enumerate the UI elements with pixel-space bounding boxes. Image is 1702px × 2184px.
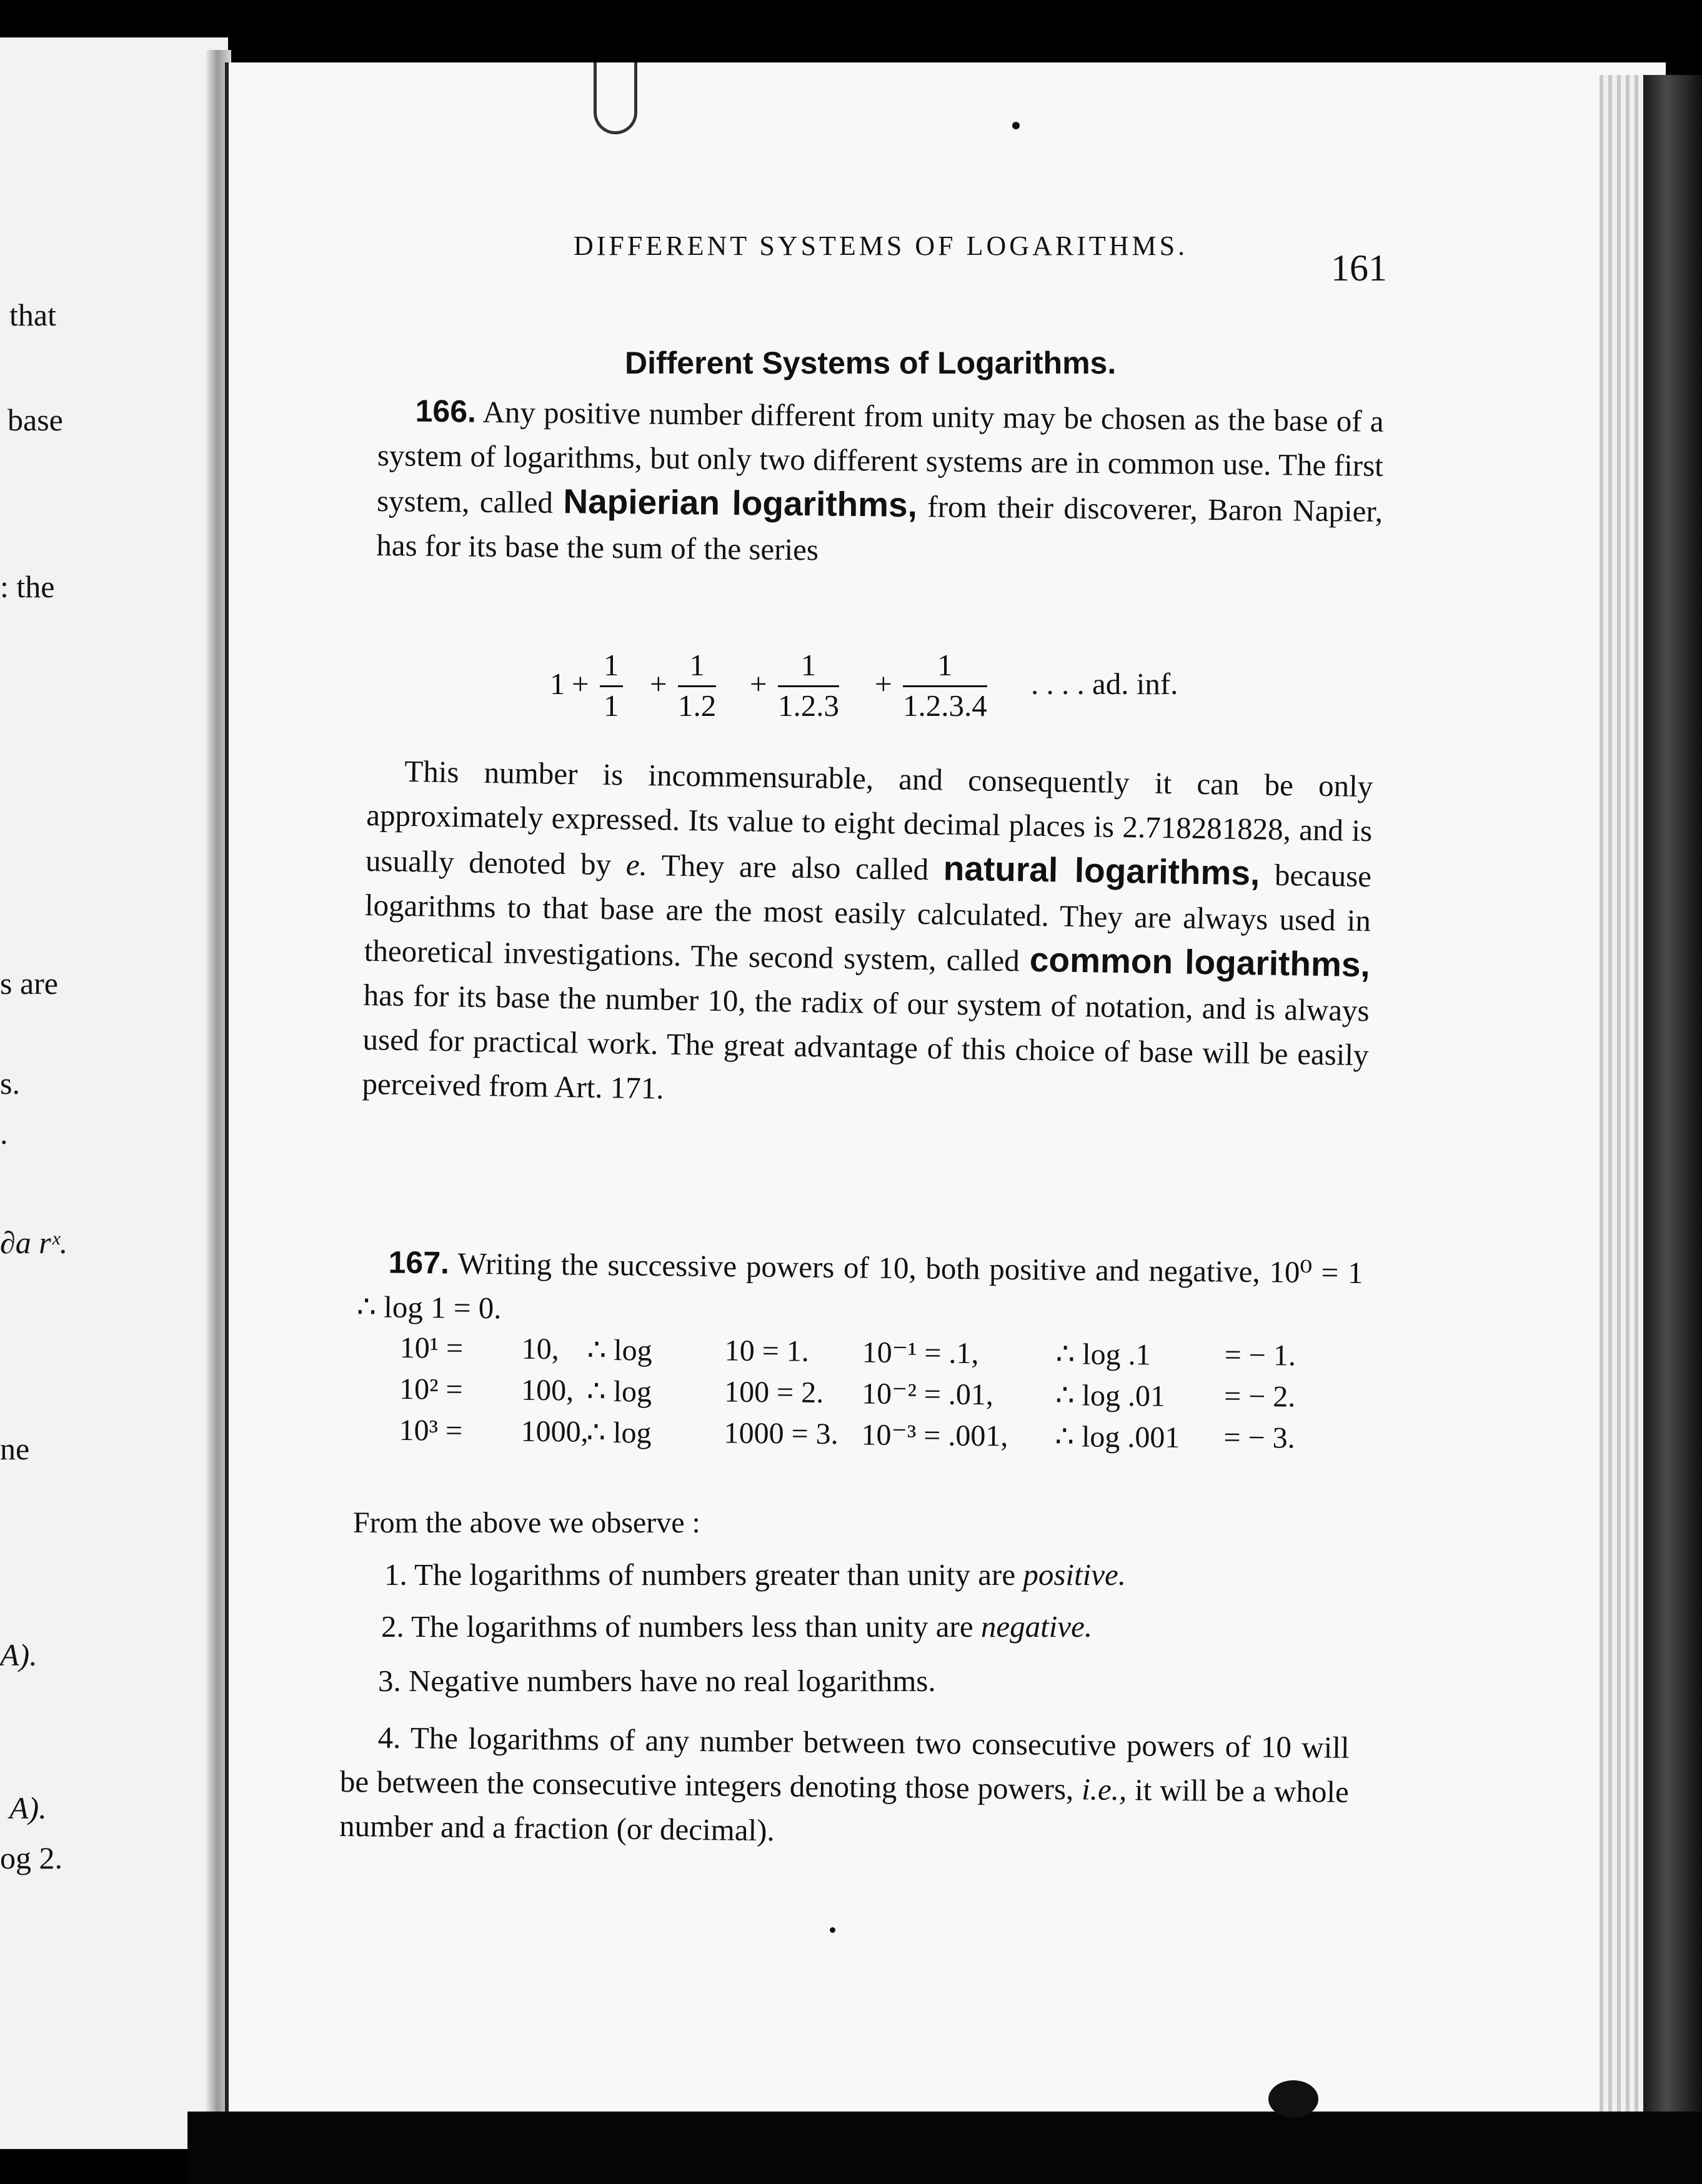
series-formula: [550, 637, 1250, 731]
ink-speck: [1012, 122, 1020, 129]
formula-plus: +: [750, 667, 767, 701]
running-head: DIFFERENT SYSTEMS OF LOGARITHMS.: [574, 231, 1188, 261]
left-page: [0, 37, 228, 2149]
article-166: [376, 389, 1384, 578]
emphasis: positive.: [1023, 1557, 1127, 1592]
powers-row: 10² = 100, ∴ log 100 = 2. 10⁻² = .01, ∴ log .01 = − 2.: [399, 1372, 1296, 1414]
formula-plus: +: [875, 667, 892, 701]
emphasis: i.e.,: [1081, 1772, 1127, 1807]
paragraph-text: from their discoverer, Baron Napier, has for its base the sum of the series: [376, 489, 1383, 567]
article-167: [357, 1240, 1363, 1339]
paragraph-incommensurable: [362, 748, 1373, 1121]
article-number: 166.: [415, 393, 477, 429]
list-item: 1. The logarithms of numbers greater than unity are positive.: [384, 1557, 1127, 1592]
powers-row: 10³ = 1000, ∴ log 1000 = 3. 10⁻³ = .001, ∴ log .001 = − 3.: [399, 1413, 1295, 1455]
formula-plus: +: [572, 667, 589, 701]
ink-speck: [830, 1927, 835, 1933]
pencil-mark: [594, 62, 637, 134]
left-fragment: ∂a rˣ.: [0, 1225, 68, 1260]
page-number: 161: [1331, 247, 1387, 289]
symbol-e: e.: [625, 847, 648, 883]
term-napierian: Napierian logarithms,: [563, 482, 918, 525]
fraction: $\frac{1}{1.2.3.4}$: [903, 648, 987, 723]
paragraph-text: This number is incommensurable, and consequently it can be only approximately expressed. Its value to eight decimal places is 2.718281828, and is usually denoted by: [365, 753, 1373, 882]
ink-blot: [1268, 2080, 1318, 2118]
paragraph-text: Any positive number different from unity may be chosen as the base of a system of logarithms, but only two different systems are in common use. The first system, called: [376, 394, 1384, 520]
left-fragment: .: [0, 1116, 8, 1151]
list-item: 2. The logarithms of numbers less than unity are negative.: [381, 1609, 1093, 1644]
term-common: common logarithms,: [1029, 940, 1371, 985]
paragraph-text: because logarithms to that base are the most easily calculated. They are always used in theoretical investigations. The second system, called: [364, 857, 1372, 978]
left-fragment: : the: [0, 569, 55, 604]
book-cover: [1643, 75, 1702, 2184]
fraction: $\frac{1}{1.2.3}$: [778, 648, 839, 723]
left-fragment: s.: [0, 1066, 20, 1101]
left-fragment: og 2.: [0, 1840, 62, 1875]
formula-one: 1: [550, 667, 565, 701]
term-natural: natural logarithms,: [943, 848, 1260, 893]
section-heading: Different Systems of Logarithms.: [625, 345, 1117, 380]
article-number: 167.: [388, 1244, 450, 1281]
left-fragment: s are: [0, 966, 58, 1001]
left-fragment: ne: [0, 1431, 30, 1466]
formula-plus: +: [650, 667, 667, 701]
list-item: 4. The logarithms of any number between two consecutive powers of 10 will be between the consecutive integers denoting those powers, i.e., it will be a whole number and a fraction (or decimal).: [339, 1720, 1350, 1848]
fraction: $\frac{1}{1}$: [600, 647, 623, 725]
left-fragment: A).: [0, 1637, 37, 1672]
paragraph-text: Writing the successive powers of 10, both positive and negative, 10⁰ = 1 ∴ log 1 = 0.: [356, 1246, 1363, 1326]
paragraph-text: has for its base the number 10, the radix of our system of notation, and is always used for practical work. The great advantage of this choice of base will be easily perceived from Art. 171.: [362, 977, 1370, 1106]
left-fragment: A).: [9, 1790, 47, 1825]
powers-row: 10¹ = 10, ∴ log 10 = 1. 10⁻¹ = .1, ∴ log .1 = − 1.: [399, 1331, 1296, 1372]
left-fragment: base: [7, 402, 63, 437]
paragraph-text: They are also called: [661, 848, 929, 887]
formula-tail: . . . . ad. inf.: [1031, 667, 1178, 701]
observe-line: From the above we observe :: [353, 1506, 700, 1539]
list-item: 3. Negative numbers have no real logarithms.: [378, 1664, 936, 1698]
emphasis: negative.: [980, 1609, 1093, 1644]
left-fragment: that: [9, 297, 56, 332]
bottom-shadow: [187, 2112, 1702, 2184]
fraction: $\frac{1}{1.2}$: [678, 648, 717, 723]
